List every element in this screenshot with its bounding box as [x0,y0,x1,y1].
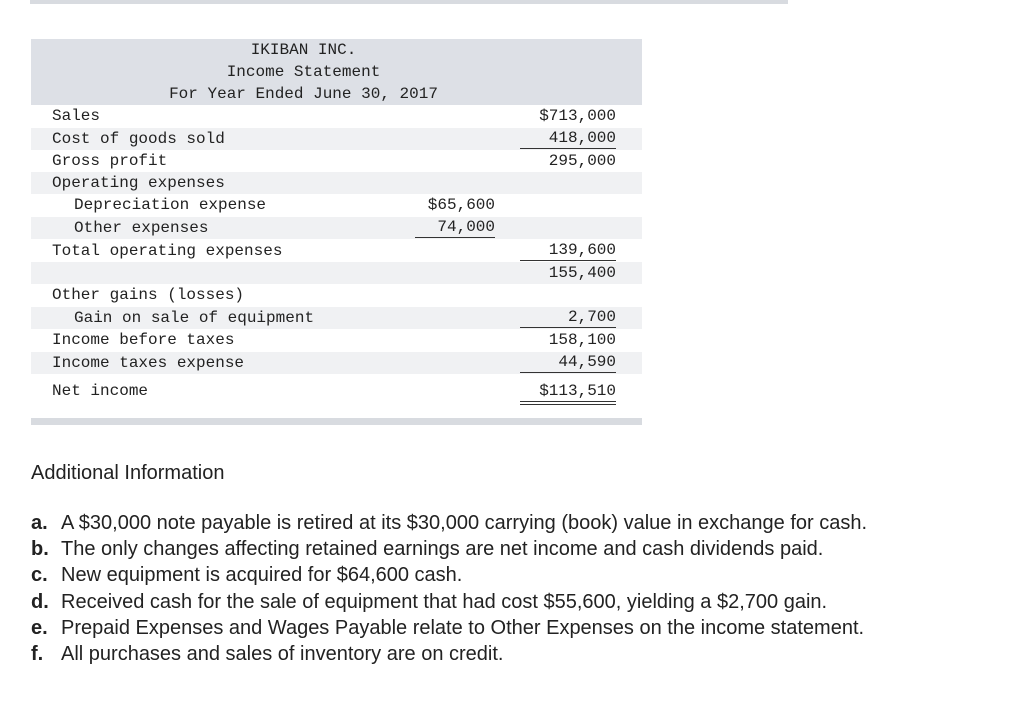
amount: $713,000 [539,107,616,125]
amount: 44,590 [520,353,616,373]
amount: 139,600 [520,241,616,261]
amount: $113,510 [520,382,616,405]
row-label: Income taxes expense [52,354,245,372]
row-income-taxes [31,352,642,374]
amount: 2,700 [520,308,616,328]
additional-info-heading: Additional Information [31,462,225,484]
row-label: Other gains (losses) [52,286,245,304]
item-letter: b. [31,538,49,561]
row-subtotal [31,262,642,284]
amount: $65,600 [427,196,495,214]
list-item [31,589,1011,615]
row-label: Cost of goods sold [52,130,225,148]
item-letter: a. [31,512,48,534]
item-text: Prepaid Expenses and Wages Payable relate to Other Expenses on the income statement. [61,616,865,639]
item-text: The only changes affecting retained earnings are net income and cash dividends paid. [61,538,824,561]
item-text: Received cash for the sale of equipment that had cost $55,600, yielding a $2,700 gain. [61,590,828,613]
row-income-before-taxes [31,329,642,351]
row-other-gains [31,284,642,306]
row-total-operating [31,240,642,262]
top-divider [30,0,788,4]
item-letter: e. [31,616,48,639]
row-label: Gain on sale of equipment [74,309,315,327]
amount: 295,000 [548,152,616,170]
list-item [31,510,1011,536]
row-cogs [31,128,642,150]
row-label: Sales [52,107,101,125]
amount: 158,100 [548,331,616,349]
amount: 74,000 [415,218,495,238]
item-letter: f. [31,643,44,666]
statement-header [31,39,642,105]
row-sales [31,105,642,127]
row-label: Gross profit [52,152,168,170]
amount: 418,000 [520,129,616,149]
row-label: Total operating expenses [52,242,283,260]
additional-info-list [31,510,1011,667]
row-net-income [31,380,642,402]
income-statement-table [31,39,642,419]
row-label: Income before taxes [52,331,235,349]
row-label: Depreciation expense [74,196,267,214]
row-label: Net income [52,382,149,400]
list-item [31,562,1011,588]
item-letter: c. [31,564,48,587]
row-gross-profit [31,150,642,172]
row-label: Other expenses [74,219,209,237]
item-text: A $30,000 note payable is retired at its $30,000 carrying (book) value in exchange for cash. [61,512,868,534]
item-text: New equipment is acquired for $64,600 cash. [61,564,463,587]
row-label: Operating expenses [52,174,225,192]
item-text: All purchases and sales of inventory are on credit. [61,643,504,666]
list-item [31,615,1011,641]
row-operating-expenses [31,172,642,194]
row-depreciation [31,194,642,216]
statement-title: Income Statement [226,63,381,81]
statement-period: For Year Ended June 30, 2017 [169,85,438,103]
amount: 155,400 [548,264,616,282]
row-gain-on-sale [31,307,642,329]
item-letter: d. [31,590,49,613]
list-item [31,641,1011,667]
company-name: IKIBAN INC. [250,41,357,59]
row-other-expenses [31,217,642,239]
list-item [31,536,1011,562]
bottom-divider [31,418,642,425]
